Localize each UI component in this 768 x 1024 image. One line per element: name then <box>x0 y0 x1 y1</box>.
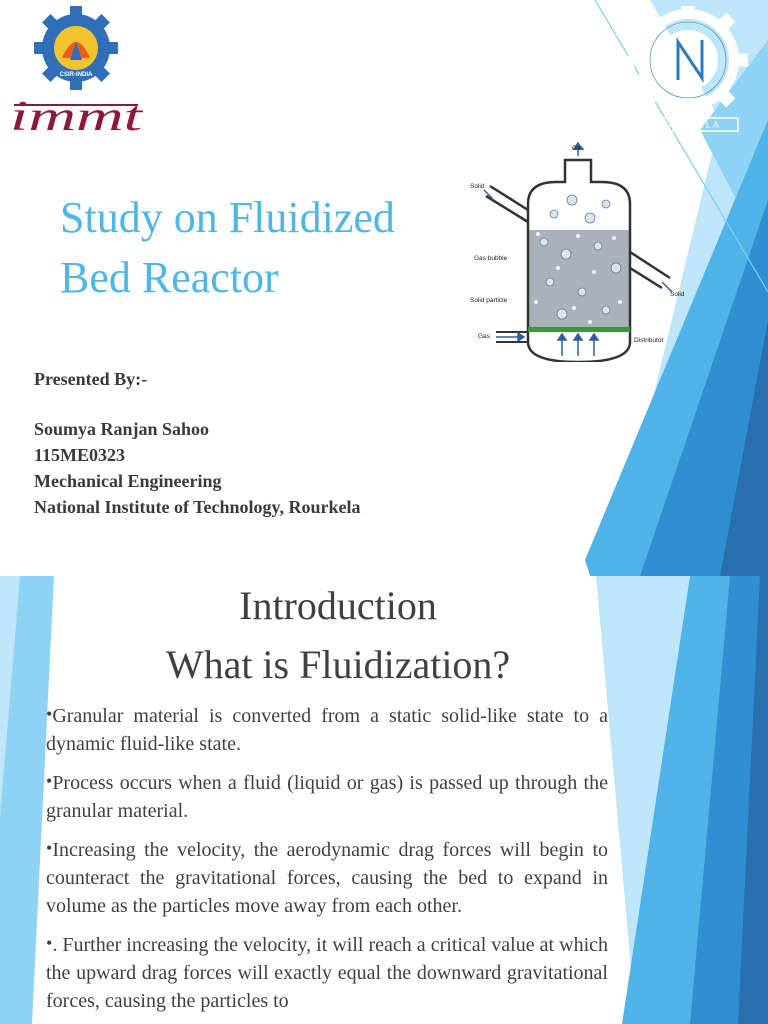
immt-logo <box>10 96 144 138</box>
bullet-marker: • <box>46 933 53 953</box>
author-name: Soumya Ranjan Sahoo <box>34 419 210 439</box>
fluidized-bed-reactor-diagram <box>466 142 690 362</box>
title-line-1: Study on Fluidized <box>60 193 395 242</box>
svg-text:Solid: Solid <box>470 183 485 190</box>
bullet-item <box>46 700 608 758</box>
svg-text:ROURKELA: ROURKELA <box>655 120 721 130</box>
bullet-text: Increasing the velocity, the aerodynamic drag forces will begin to counteract the gravitational forces, causing the bed to expand in volume as the particles move away from each other. <box>46 839 608 917</box>
csir-india-logo <box>26 4 126 94</box>
svg-text:Distributor: Distributor <box>634 337 664 344</box>
bullet-item <box>46 834 608 920</box>
bullet-item <box>46 767 608 825</box>
bullet-text: Granular material is converted from a static solid-like state to a dynamic fluid-like state. <box>46 705 608 755</box>
bullet-marker: • <box>46 838 53 858</box>
heading-what-is-fluidization: What is Fluidization? <box>165 642 511 687</box>
bullet-marker: • <box>46 771 53 791</box>
author-institute: National Institute of Technology, Rourkela <box>34 497 361 517</box>
bullet-item <box>46 929 608 1015</box>
bullet-marker: • <box>46 704 53 724</box>
bullet-text: Process occurs when a fluid (liquid or gas) is passed up through the granular material. <box>46 772 608 822</box>
svg-text:immt: immt <box>10 96 144 138</box>
author-block <box>34 416 361 520</box>
svg-text:Solid: Solid <box>670 291 685 298</box>
svg-text:Gas: Gas <box>572 145 584 152</box>
slide-title <box>60 188 395 308</box>
title-line-2: Bed Reactor <box>60 253 279 302</box>
author-department: Mechanical Engineering <box>34 471 222 491</box>
presented-by-label: Presented By:- <box>34 369 148 389</box>
bullet-list <box>46 700 608 1024</box>
heading-introduction: Introduction <box>239 583 437 628</box>
svg-text:Gas bubble: Gas bubble <box>474 255 508 262</box>
svg-text:Gas: Gas <box>478 333 490 340</box>
svg-text:CSIR-INDIA: CSIR-INDIA <box>59 72 93 78</box>
introduction-slide <box>0 576 768 1024</box>
svg-text:Solid particle: Solid particle <box>470 297 508 304</box>
author-roll-number: 115ME0323 <box>34 445 126 465</box>
slide2-heading <box>100 576 576 694</box>
bullet-text: . Further increasing the velocity, it will reach a critical value at which the upward drag forces will exactly equal the downward gravitational forces, causing the particles to <box>46 934 608 1012</box>
nit-rourkela-logo <box>628 6 748 132</box>
